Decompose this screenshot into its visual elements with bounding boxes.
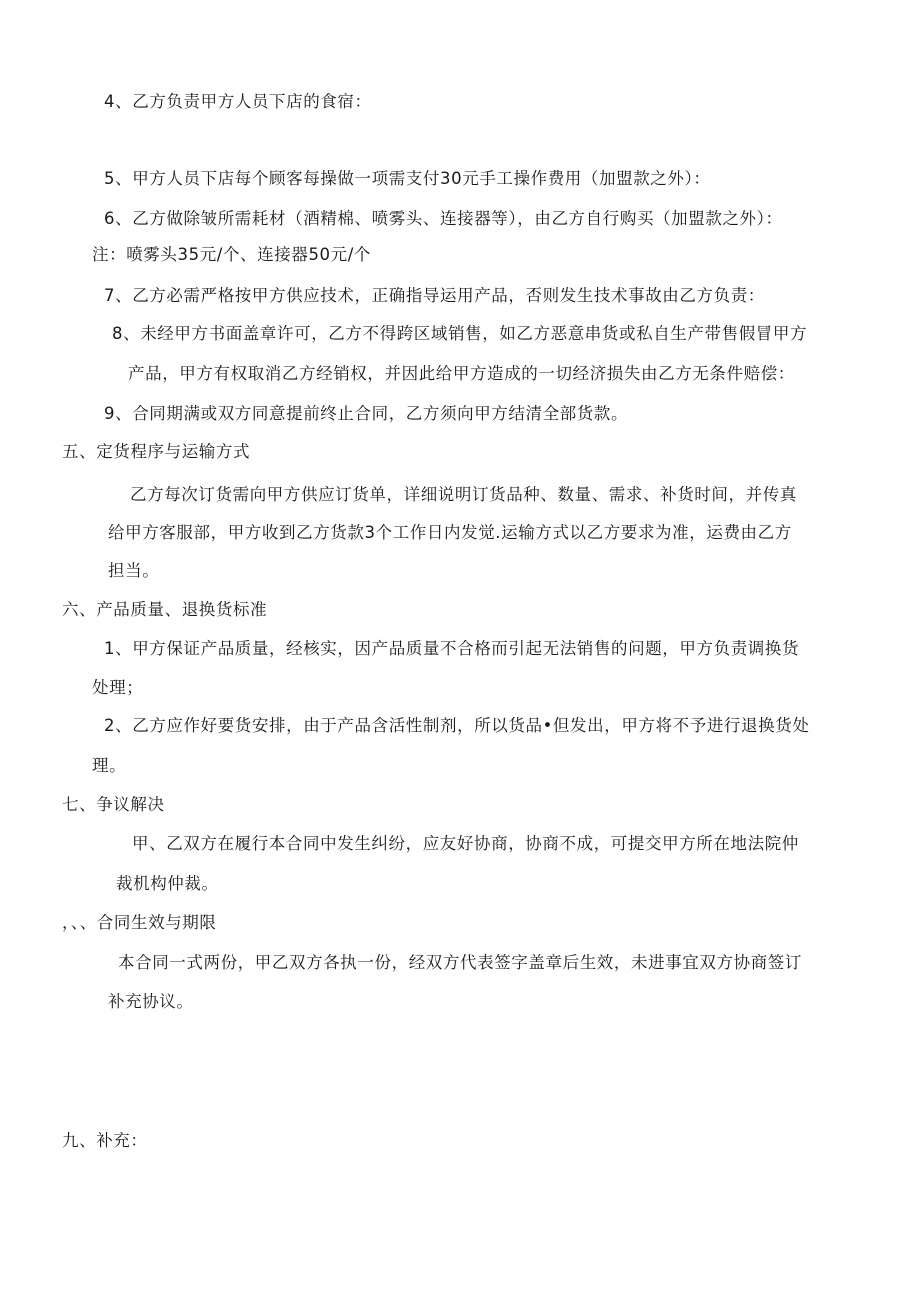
clause-7: 7、乙方必需严格按甲方供应技术，正确指导运用产品，否则发生技术事故由乙方负责： (104, 286, 765, 305)
clause-8-line-2: 产品，甲方有权取消乙方经销权，并因此给甲方造成的一切经济损失由乙方无条件赔偿： (128, 364, 795, 383)
section-8-heading: ，、、合同生效与期限 (62, 913, 217, 932)
clause-6-note: 注：喷雾头35元/个、连接器50元/个 (92, 245, 372, 264)
section-5-line-1: 乙方每次订货需向甲方供应订货单，详细说明订货品种、数量、需求、补货时间，并传真 (130, 485, 797, 504)
clause-9: 9、合同期满或双方同意提前终止合同，乙方须向甲方结清全部货款。 (104, 404, 629, 423)
section-8-line-2: 补充协议。 (108, 992, 194, 1011)
section-7-line-1: 甲、乙双方在履行本合同中发生纠纷，应友好协商，协商不成，可提交甲方所在地法院仲 (132, 834, 799, 853)
section-9-heading: 九、补充： (62, 1131, 148, 1150)
clause-5: 5、甲方人员下店每个顾客每操做一项需支付30元手工操作费用（加盟款之外）： (104, 169, 711, 188)
section-5-line-2: 给甲方客服部，甲方收到乙方货款3个工作日内发觉.运输方式以乙方要求为准，运费由乙方 (108, 523, 792, 542)
section-7-line-2: 裁机构仲裁。 (116, 874, 219, 893)
section-6-item-2-line-1: 2、乙方应作好要货安排，由于产品含活性制剂，所以货品•但发出，甲方将不予进行退换货处 (104, 716, 810, 735)
clause-6: 6、乙方做除皱所需耗材（酒精棉、喷雾头、连接器等），由乙方自行购买（加盟款之外）： (104, 209, 783, 228)
section-6-item-1-line-2: 处理； (92, 678, 144, 697)
section-8-line-1: 本合同一式两份，甲乙双方各执一份，经双方代表签字盖章后生效，未进事宜双方协商签订 (118, 953, 802, 972)
section-5-line-3: 担当。 (108, 561, 160, 580)
clause-4: 4、乙方负责甲方人员下店的食宿： (104, 92, 372, 111)
section-5-heading: 五、定货程序与运输方式 (62, 442, 251, 461)
section-6-item-1-line-1: 1、甲方保证产品质量，经核实，因产品质量不合格而引起无法销售的问题，甲方负责调换货 (104, 639, 800, 658)
clause-8-line-1: 8、未经甲方书面盖章许可，乙方不得跨区域销售，如乙方恶意串货或私自生产带售假冒甲方 (112, 324, 808, 343)
section-6-item-2-line-2: 理。 (92, 756, 127, 775)
section-7-heading: 七、争议解决 (62, 795, 165, 814)
section-6-heading: 六、产品质量、退换货标准 (62, 600, 268, 619)
